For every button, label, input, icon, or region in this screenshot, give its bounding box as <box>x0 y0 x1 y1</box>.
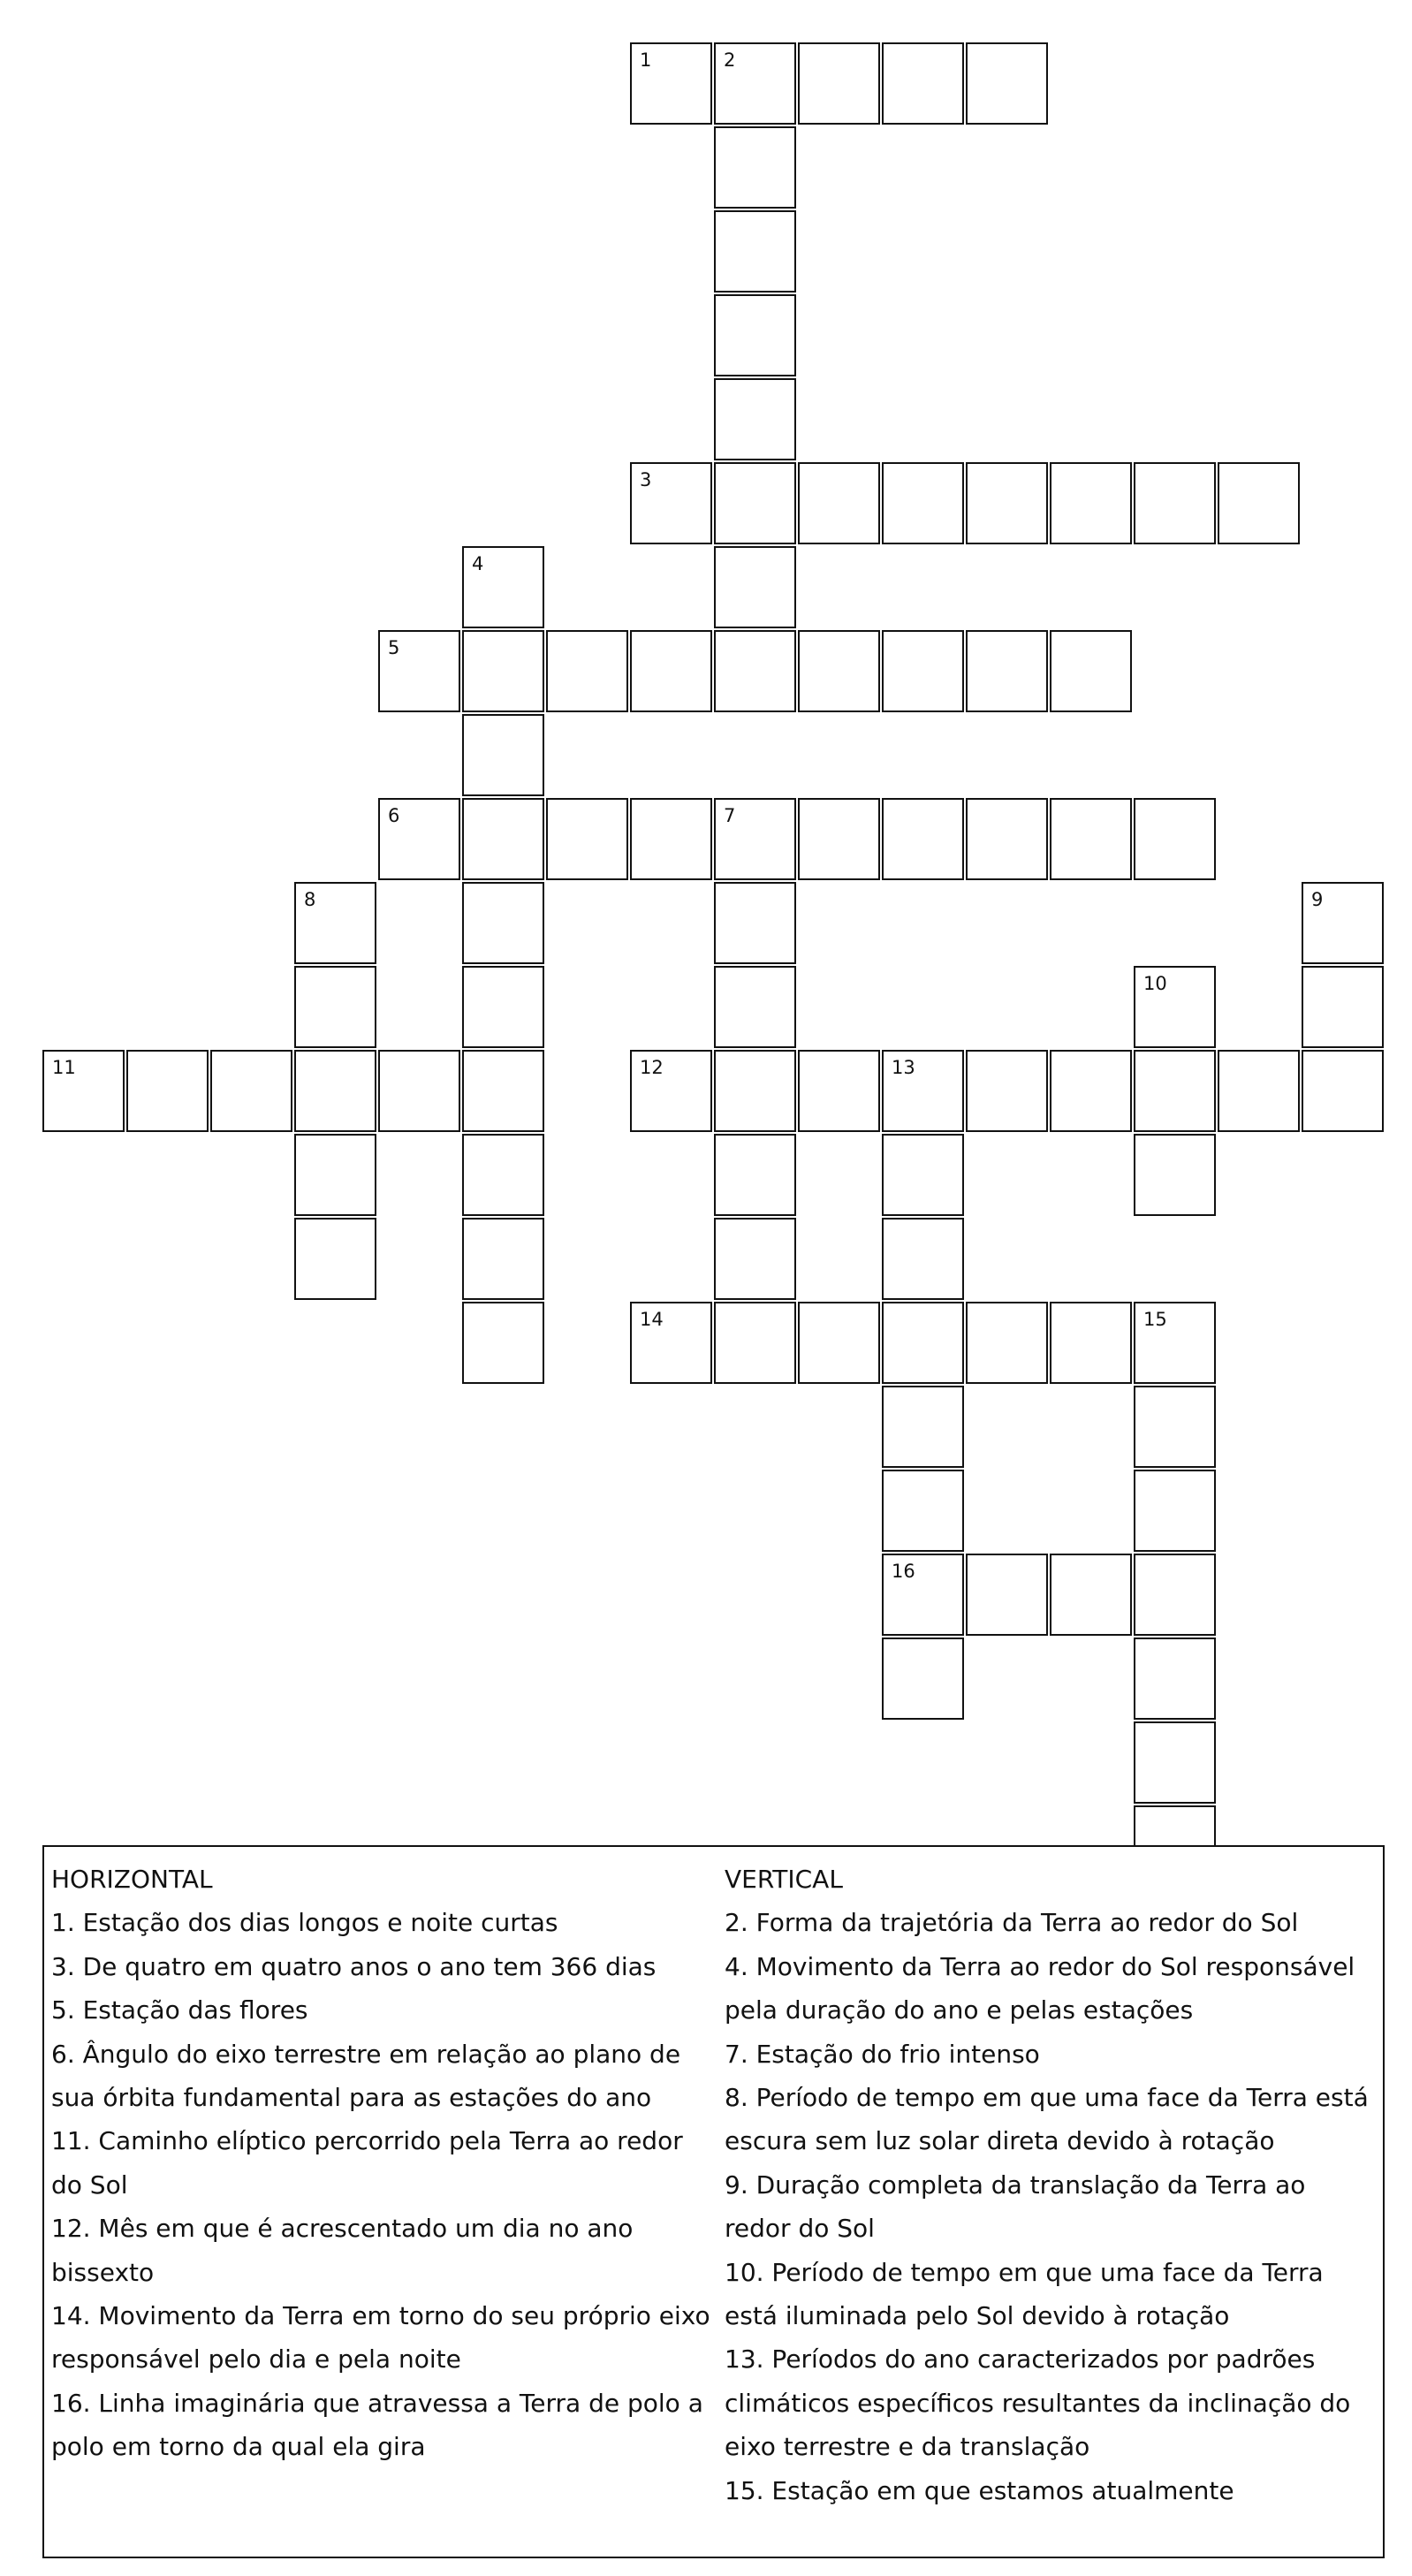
clue-number: 9 <box>1311 889 1324 910</box>
clue-number: 5 <box>388 637 400 658</box>
clue-number: 11 <box>52 1057 76 1078</box>
crossword-cell[interactable] <box>546 630 628 712</box>
clue-box <box>42 1845 1385 2558</box>
crossword-cell[interactable] <box>1134 462 1216 544</box>
clue-number: 8 <box>304 889 316 910</box>
clue-number: 13 <box>892 1057 915 1078</box>
across-clue: 1. Estação dos dias longos e noite curtas <box>51 1908 558 1938</box>
crossword-cell[interactable] <box>294 1050 376 1132</box>
crossword-cell[interactable] <box>966 42 1048 125</box>
crossword-cell[interactable] <box>1134 1638 1216 1720</box>
crossword-cell[interactable] <box>1134 1554 1216 1636</box>
crossword-cell[interactable] <box>462 1134 544 1216</box>
crossword-cell[interactable] <box>630 42 712 125</box>
clue-number: 10 <box>1143 973 1167 994</box>
crossword-cell[interactable] <box>1134 798 1216 880</box>
crossword-cell[interactable] <box>714 294 796 376</box>
crossword-cell[interactable] <box>1134 1386 1216 1468</box>
across-clue: 12. Mês em que é acrescentado um dia no ano bissexto <box>51 2214 634 2287</box>
crossword-cell[interactable] <box>714 126 796 209</box>
clue-number: 14 <box>640 1309 664 1330</box>
across-clue: 3. De quatro em quatro anos o ano tem 366 dias <box>51 1951 657 1981</box>
crossword-cell[interactable] <box>462 966 544 1048</box>
clue-number: 12 <box>640 1057 664 1078</box>
crossword-cell[interactable] <box>798 1302 880 1384</box>
crossword-cell[interactable] <box>798 462 880 544</box>
crossword-cell[interactable] <box>42 1050 125 1132</box>
crossword-cell[interactable] <box>294 1218 376 1300</box>
crossword-cell[interactable] <box>798 1050 880 1132</box>
crossword-cell[interactable] <box>462 630 544 712</box>
crossword-cell[interactable] <box>714 1218 796 1300</box>
crossword-cell[interactable] <box>630 1302 712 1384</box>
crossword-cell[interactable] <box>462 798 544 880</box>
crossword-cell[interactable] <box>882 1134 964 1216</box>
crossword-cell[interactable] <box>1134 1050 1216 1132</box>
crossword-cell[interactable] <box>882 798 964 880</box>
crossword-cell[interactable] <box>714 210 796 293</box>
down-clue: 9. Duração completa da translação da Terra ao redor do Sol <box>725 2169 1306 2244</box>
crossword-cell[interactable] <box>1218 1050 1300 1132</box>
crossword-cell[interactable] <box>1050 798 1132 880</box>
clue-number: 15 <box>1143 1309 1167 1330</box>
clue-number: 6 <box>388 805 400 826</box>
crossword-cell[interactable] <box>210 1050 292 1132</box>
crossword-cell[interactable] <box>1134 1721 1216 1804</box>
crossword-cell[interactable] <box>462 882 544 964</box>
across-clue: 16. Linha imaginária que atravessa a Terra de polo a polo em torno da qual ela gira <box>51 2388 703 2462</box>
clue-number: 7 <box>724 805 736 826</box>
clue-number: 3 <box>640 469 652 490</box>
crossword-cell[interactable] <box>714 882 796 964</box>
crossword-cell[interactable] <box>1050 630 1132 712</box>
down-clue: 13. Períodos do ano caracterizados por padrões climáticos específicos resultantes da inclinação do eixo terrestre e da translação <box>725 2344 1351 2462</box>
across-clues <box>51 1858 718 2469</box>
crossword-cell[interactable] <box>462 714 544 796</box>
crossword-cell[interactable] <box>882 1554 964 1636</box>
crossword-cell[interactable] <box>1218 462 1300 544</box>
crossword-cell[interactable] <box>966 630 1048 712</box>
crossword-cell[interactable] <box>882 462 964 544</box>
crossword-cell[interactable] <box>1050 1302 1132 1384</box>
crossword-cell[interactable] <box>378 798 460 880</box>
clue-number: 16 <box>892 1561 915 1582</box>
crossword-cell[interactable] <box>294 1134 376 1216</box>
crossword-cell[interactable] <box>966 1302 1048 1384</box>
crossword-cell[interactable] <box>1050 1050 1132 1132</box>
crossword-cell[interactable] <box>546 798 628 880</box>
crossword-cell[interactable] <box>630 1050 712 1132</box>
crossword-cell[interactable] <box>1134 966 1216 1048</box>
crossword-cell[interactable] <box>966 462 1048 544</box>
crossword-cell[interactable] <box>630 462 712 544</box>
crossword-cell[interactable] <box>714 966 796 1048</box>
crossword-cell[interactable] <box>714 42 796 125</box>
down-clue: 15. Estação em que estamos atualmente <box>725 2475 1234 2505</box>
crossword-cell[interactable] <box>882 630 964 712</box>
crossword-cell[interactable] <box>1302 1050 1384 1132</box>
across-title: HORIZONTAL <box>51 1865 213 1894</box>
down-clues <box>725 1858 1378 2512</box>
crossword-cell[interactable] <box>882 1638 964 1720</box>
crossword-cell[interactable] <box>1302 882 1384 964</box>
crossword-cell[interactable] <box>882 1050 964 1132</box>
crossword-cell[interactable] <box>294 882 376 964</box>
crossword-cell[interactable] <box>1134 1302 1216 1384</box>
crossword-cell[interactable] <box>798 42 880 125</box>
crossword-cell[interactable] <box>378 630 460 712</box>
down-clue: 10. Período de tempo em que uma face da Terra está iluminada pelo Sol devido à rotação <box>725 2257 1324 2331</box>
crossword-cell[interactable] <box>714 378 796 460</box>
crossword-cell[interactable] <box>462 1302 544 1384</box>
crossword-cell[interactable] <box>126 1050 209 1132</box>
across-clue: 14. Movimento da Terra em torno do seu próprio eixo responsável pelo dia e pela noite <box>51 2301 710 2375</box>
crossword-cell[interactable] <box>714 798 796 880</box>
crossword-cell[interactable] <box>462 1050 544 1132</box>
crossword-cell[interactable] <box>966 1554 1048 1636</box>
crossword-cell[interactable] <box>378 1050 460 1132</box>
crossword-cell[interactable] <box>630 798 712 880</box>
crossword-cell[interactable] <box>798 798 880 880</box>
crossword-cell[interactable] <box>630 630 712 712</box>
crossword-cell[interactable] <box>882 42 964 125</box>
down-clue: 8. Período de tempo em que uma face da Terra está escura sem luz solar direta devido à rotação <box>725 2083 1369 2156</box>
down-clue: 7. Estação do frio intenso <box>725 2039 1040 2069</box>
clue-number: 1 <box>640 49 652 71</box>
crossword-cell[interactable] <box>714 1302 796 1384</box>
crossword-cell[interactable] <box>714 1050 796 1132</box>
across-clue: 5. Estação das flores <box>51 1995 308 2025</box>
down-clue: 4. Movimento da Terra ao redor do Sol responsável pela duração do ano e pelas estações <box>725 1951 1355 2025</box>
crossword-cell[interactable] <box>1134 1134 1216 1216</box>
crossword-cell[interactable] <box>714 546 796 628</box>
crossword-cell[interactable] <box>966 798 1048 880</box>
crossword-cell[interactable] <box>1050 1554 1132 1636</box>
crossword-cell[interactable] <box>882 1218 964 1300</box>
down-title: VERTICAL <box>725 1865 843 1894</box>
across-clue: 11. Caminho elíptico percorrido pela Terra ao redor do Sol <box>51 2126 683 2200</box>
crossword-cell[interactable] <box>462 1218 544 1300</box>
crossword-cell[interactable] <box>1050 462 1132 544</box>
crossword-cell[interactable] <box>714 1134 796 1216</box>
down-clue: 2. Forma da trajetória da Terra ao redor do Sol <box>725 1908 1299 1938</box>
crossword-cell[interactable] <box>462 546 544 628</box>
across-clue: 6. Ângulo do eixo terrestre em relação ao plano de sua órbita fundamental para as estações do ano <box>51 2039 681 2113</box>
crossword-cell[interactable] <box>714 462 796 544</box>
crossword-cell[interactable] <box>798 630 880 712</box>
crossword-cell[interactable] <box>966 1050 1048 1132</box>
crossword-cell[interactable] <box>714 630 796 712</box>
clue-number: 4 <box>472 553 484 574</box>
crossword-cell[interactable] <box>1302 966 1384 1048</box>
crossword-cell[interactable] <box>294 966 376 1048</box>
crossword-cell[interactable] <box>882 1302 964 1384</box>
crossword-cell[interactable] <box>882 1386 964 1468</box>
crossword-cell[interactable] <box>882 1470 964 1552</box>
crossword-cell[interactable] <box>1134 1470 1216 1552</box>
clue-number: 2 <box>724 49 736 71</box>
